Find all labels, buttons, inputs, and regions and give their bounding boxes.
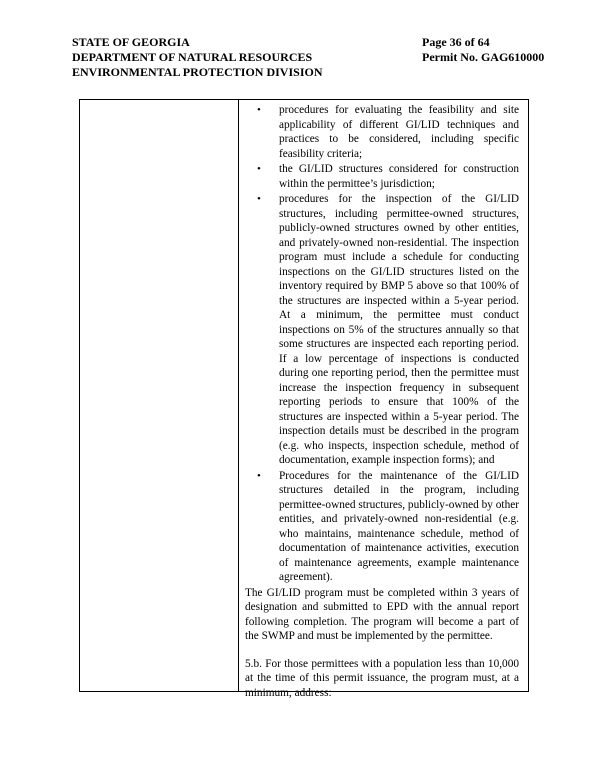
column-divider: [238, 100, 239, 691]
permit-table: [79, 99, 529, 699]
page-number: Page 36 of 64: [422, 35, 490, 49]
bullet-icon: •: [257, 193, 261, 205]
list-item-text: the GI/LID structures considered for construction within the permittee’s jurisdiction;: [279, 163, 519, 190]
bullet-icon: •: [257, 163, 261, 175]
header-row-3: [72, 65, 532, 80]
gi-lid-procedure-list: [245, 103, 519, 585]
bullet-icon: •: [257, 469, 261, 482]
list-item: [245, 192, 519, 468]
list-item: [245, 162, 519, 191]
section-5b-paragraph: 5.b. For those permittees with a population less than 10,000 at the time of this permit issuance, the program must, at a minimum, address:: [245, 657, 519, 699]
header-row-2: [72, 50, 545, 65]
department-name: DEPARTMENT OF NATURAL RESOURCES: [72, 50, 313, 64]
header-row-1: [72, 35, 532, 50]
list-item: [245, 103, 519, 161]
program-completion-paragraph: The GI/LID program must be completed within 3 years of designation and submitted to EPD with the annual report following completion. The program will become a part of the SWMP and must be implemented by the permittee.: [245, 586, 519, 642]
list-item-text: procedures for the inspection of the GI/LID structures, including permittee-owned structures, publicly-owned structures owned by other entities, and privately-owned non-residential. The inspection program must include a schedule for conducting inspections on the GI/LID structures listed on the inventory required by BMP 5 above so that 100% of the structures are inspected within a 5-year period. At a minimum, the permittee must conduct inspections on 5% of the structures annually so that some structures are inspected each reporting period. If a low percentage of inspections is conducted during one reporting period, then the permittee must increase the inspection frequency in subsequent reporting periods to ensure that 100% of the structures are inspected within a 5-year period. The inspection details must be described in the program (e.g. who inspects, inspection schedule, method of documentation, example inspection forms); and: [279, 193, 519, 466]
bullet-icon: •: [257, 104, 261, 116]
permit-number: Permit No. GAG610000: [422, 50, 545, 64]
list-item: [245, 469, 519, 585]
list-item-text: Procedures for the maintenance of the GI/LID structures detailed in the program, including permittee-owned structures, publicly-owned by other entities, and privately-owned non-residential (e.g. who maintains, maintenance schedule, method of documentation of maintenance activities, execution of maintenance agreements, example maintenance agreement).: [279, 469, 519, 583]
state-name: STATE OF GEORGIA: [72, 35, 190, 49]
division-name: ENVIRONMENTAL PROTECTION DIVISION: [72, 65, 323, 79]
list-item-text: procedures for evaluating the feasibility and site applicability of different GI/LID techniques and practices to be considered, including specific feasibility criteria;: [279, 104, 519, 160]
page-header: [72, 35, 545, 80]
requirements-cell: [245, 103, 519, 700]
